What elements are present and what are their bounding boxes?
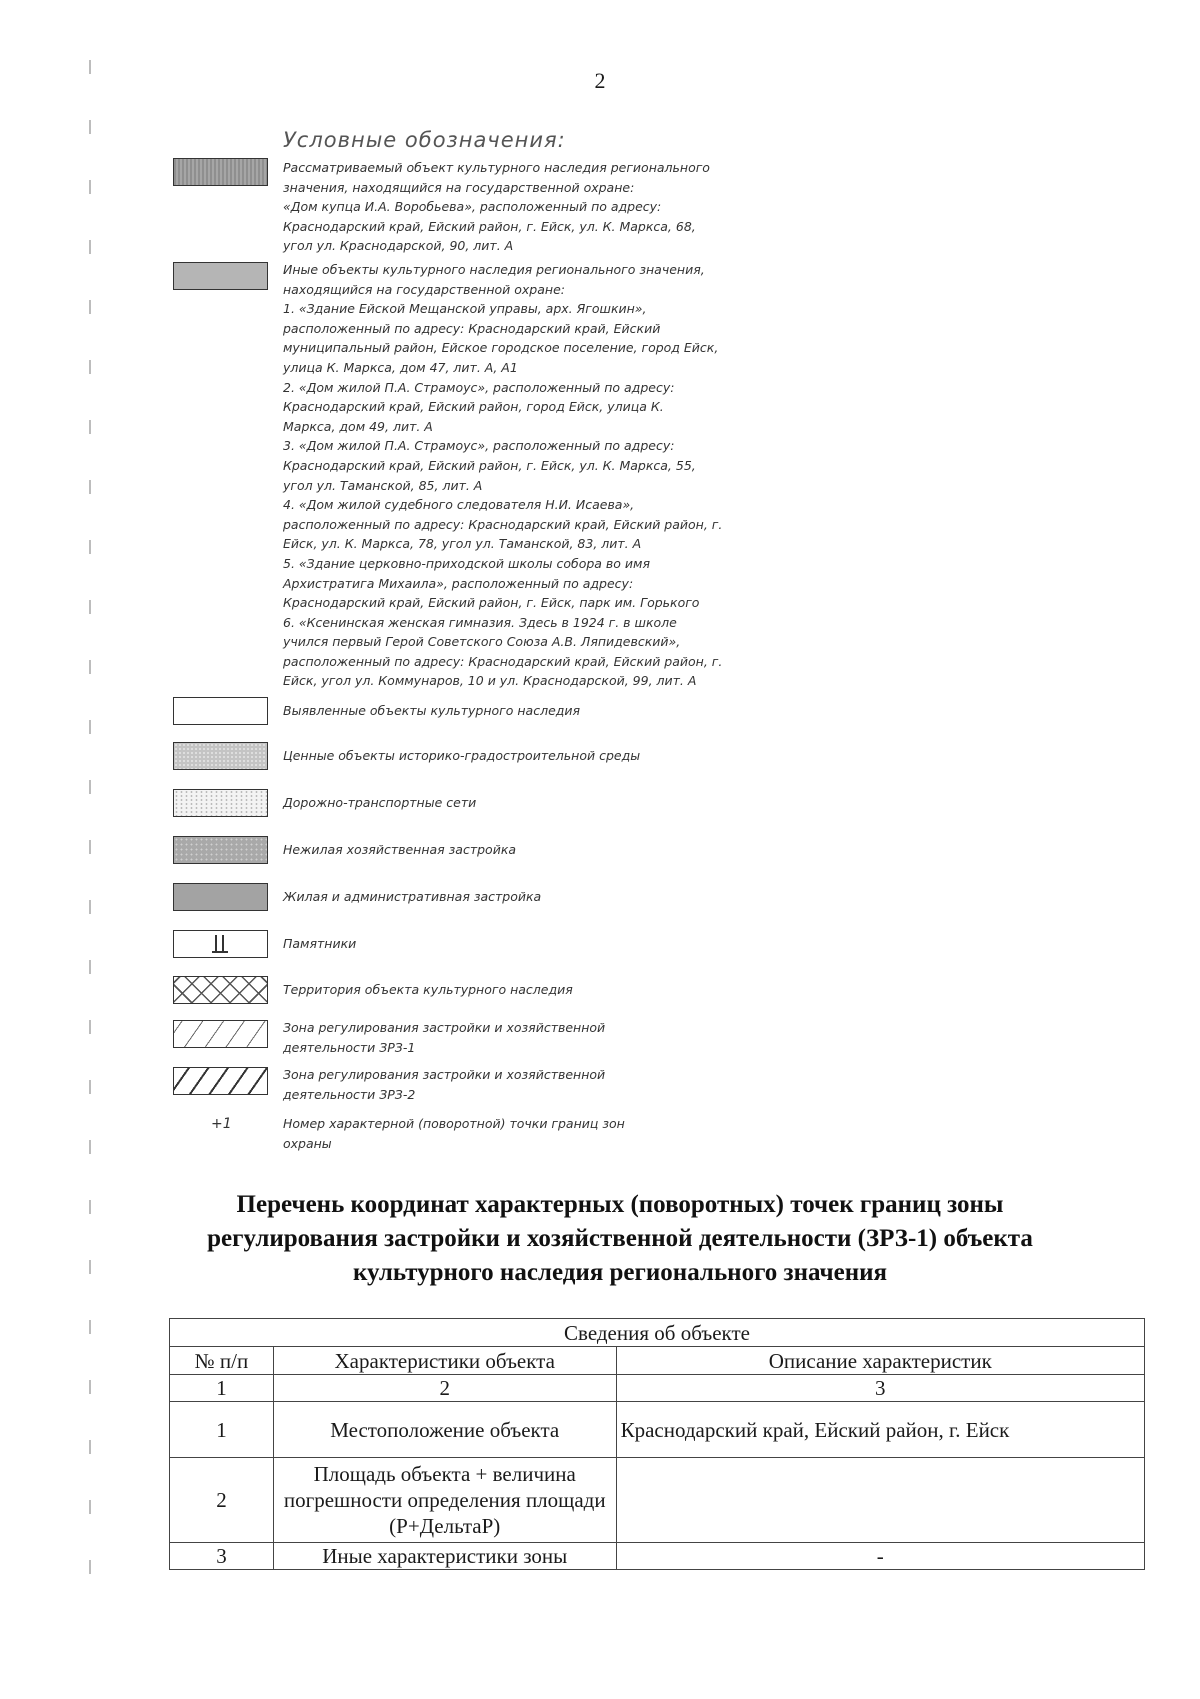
legend-swatch-cross-hatch (173, 976, 268, 1004)
legend-item-nonresidential (173, 836, 813, 866)
legend-item-text: Иные объекты культурного наследия регионального значения, находящийся на государственной охране: 1. «Здание Ейской Мещанской управы, арх. Ягошкин», расположенный по адресу: Краснодарский край, Ейский муниципальный район, Ейское городское поселение, город Ейск, улица К. Маркса, дом 47, лит. А, А1 2. «Дом жилой П.А. Страмоус», расположенный по адресу: Краснодарский край, Ейский район, город Ейск, улица К. Маркса, дом 49, лит. А 3. «Дом жилой П.А. Страмоус», расположенный по адресу: Краснодарский край, Ейский район, г. Ейск, ул. К. Маркса, 55, угол ул. Таманской, 85, лит. А 4. «Дом жилой судебного следователя Н.И. Исаева», расположенный по адресу: Краснодарский край, Ейский район, г. Ейск, ул. К. Маркса, 78, угол ул. Таманской, 83, лит. А 5. «Здание церковно-приходской школы собора во имя Архистратига Михаила», расположенный по адресу: Краснодарский край, Ейский район, г. Ейск, парк им. Горького 6. «Ксенинская женская гимназия. Здесь в 1924 г. в школе учился первый Герой Советского Союза А.В. Ляпидевский», расположенный по адресу: Краснодарский край, Ейский район, г. Ейск, угол ул. Коммунаров, 10 и ул. Краснодарской, 99, лит. А (283, 262, 723, 689)
table-cell: 2 (170, 1458, 274, 1543)
legend-item-subject-object (173, 158, 813, 258)
table-cell: Краснодарский край, Ейский район, г. Ейск (616, 1402, 1144, 1458)
legend-swatch-gray-speckled (173, 836, 268, 864)
legend-item-residential (173, 883, 813, 913)
point-marker-symbol: +1 (211, 1116, 232, 1132)
legend-item-text: Рассматриваемый объект культурного наследия регионального значения, находящийся на государственной охране: «Дом купца И.А. Воробьева», расположенный по адресу: Краснодарский край, Ейский район, г. Ейск, ул. К. Маркса, 68, угол ул. Краснодарской, 90, лит. А (283, 160, 710, 254)
table-cell: 3 (170, 1543, 274, 1570)
table-caption: Сведения об объекте (170, 1319, 1145, 1347)
legend-item-valuable-objects (173, 742, 813, 772)
legend-item-territory (173, 976, 813, 1006)
margin-binding-marks (89, 60, 91, 1620)
legend-swatch-monument (173, 930, 268, 958)
legend-swatch-thick-hatch (173, 1067, 268, 1095)
legend-item-other-objects (173, 260, 813, 690)
monument-icon (212, 935, 228, 953)
legend-swatch-thin-hatch (173, 1020, 268, 1048)
legend-item-text: Номер характерной (поворотной) точки границ зон охраны (283, 1116, 625, 1151)
table-cell: 3 (616, 1375, 1144, 1402)
object-info-table (169, 1318, 1145, 1570)
legend-item-text: Ценные объекты историко-градостроительной среды (283, 748, 641, 763)
legend-item-text: Дорожно-транспортные сети (283, 795, 477, 810)
legend-title: Условные обозначения: (283, 128, 566, 152)
table-cell (616, 1458, 1144, 1543)
legend-item-zrz1 (173, 1020, 813, 1062)
table-cell: Иные характеристики зоны (273, 1543, 616, 1570)
table-header-cell: Характеристики объекта (273, 1347, 616, 1375)
page-number: 2 (594, 68, 606, 93)
table-row (170, 1543, 1145, 1570)
legend-item-monuments (173, 930, 813, 960)
legend-item-point-number (173, 1114, 813, 1156)
legend-swatch-light-gray (173, 262, 268, 290)
table-row (170, 1458, 1145, 1543)
table-row (170, 1402, 1145, 1458)
legend-swatch-road (173, 789, 268, 817)
table-header-cell: Описание характеристик (616, 1347, 1144, 1375)
legend-swatch-gray-dotted (173, 742, 268, 770)
legend-item-road-networks (173, 789, 813, 819)
legend-item-text: Памятники (283, 936, 357, 951)
legend-item-text: Зона регулирования застройки и хозяйственной деятельности ЗРЗ-2 (283, 1067, 606, 1102)
table-cell: Местоположение объекта (273, 1402, 616, 1458)
legend-item-text: Зона регулирования застройки и хозяйственной деятельности ЗРЗ-1 (283, 1020, 606, 1055)
legend-item-zrz2 (173, 1067, 813, 1109)
legend-item-text: Выявленные объекты культурного наследия (283, 703, 581, 718)
legend-item-text: Территория объекта культурного наследия (283, 982, 573, 997)
table-cell: 1 (170, 1402, 274, 1458)
section-heading: Перечень координат характерных (поворотных) точек границ зоны регулирования застройки и хозяйственной деятельности (ЗРЗ-1) объекта культурного наследия регионального значения (207, 1191, 1033, 1286)
legend-swatch-dark (173, 158, 268, 186)
legend-swatch-white (173, 697, 268, 725)
table-cell: 2 (273, 1375, 616, 1402)
legend-item-text: Жилая и административная застройка (283, 889, 542, 904)
table-column-number-row (170, 1375, 1145, 1402)
table-header-cell: № п/п (170, 1347, 274, 1375)
table-caption-row (170, 1319, 1145, 1347)
legend-item-text: Нежилая хозяйственная застройка (283, 842, 517, 857)
table-cell: - (616, 1543, 1144, 1570)
legend-swatch-gray-solid (173, 883, 268, 911)
legend-item-identified-objects (173, 697, 813, 727)
table-cell: Площадь объекта + величина погрешности определения площади (Р+ДельтаР) (273, 1458, 616, 1543)
table-cell: 1 (170, 1375, 274, 1402)
table-header-row (170, 1347, 1145, 1375)
